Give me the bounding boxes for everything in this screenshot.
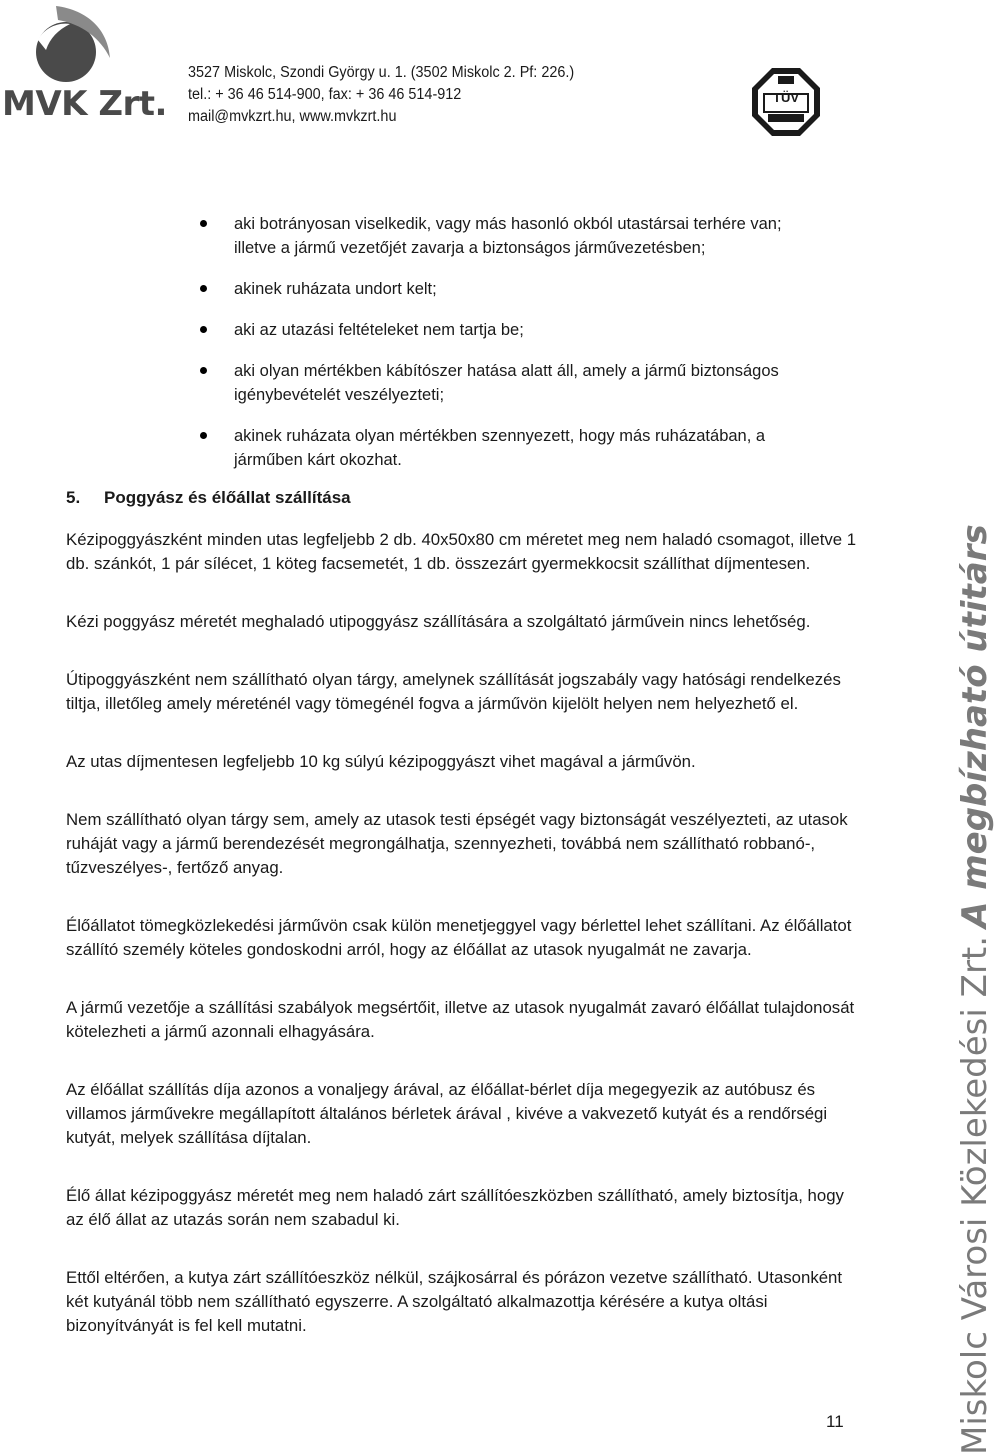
bullet-dot-icon	[200, 432, 207, 439]
bullet-dot-icon	[200, 326, 207, 333]
contact-address: 3527 Miskolc, Szondi György u. 1. (3502 Miskolc 2. Pf: 226.)	[188, 64, 575, 81]
paragraph	[66, 668, 892, 716]
contact-phone: tel.: + 36 46 514-900, fax: + 36 46 514-912	[188, 86, 462, 103]
sidebar-slogan: A megbízható útitárs	[955, 524, 995, 928]
list-item-text: aki olyan mértékben kábítószer hatása alatt áll, amely a jármű biztonságos	[234, 362, 779, 380]
paragraph-line: A jármű vezetője a szállítási szabályok megsértőit, illetve az utasok nyugalmát zavaró élőállat tulajdonosát	[66, 998, 855, 1017]
paragraph-line: Élőállatot tömegközlekedési járművön csak külön menetjeggyel vagy bérlettel lehet szállítani. Az élőállatot	[66, 916, 852, 935]
paragraph	[66, 1184, 892, 1232]
paragraph-line: Kézipoggyászként minden utas legfeljebb 2 db. 40x50x80 cm méretet meg nem haladó csomagot, illetve 1	[66, 530, 857, 549]
sidebar-company: Miskolc Városi Közlekedési Zrt.	[955, 935, 995, 1455]
tuv-label: TÜV	[773, 90, 799, 105]
paragraph-line: Nem szállítható olyan tárgy sem, amely az utasok testi épségét vagy biztonságát veszélyezteti, az utasok	[66, 810, 848, 829]
list-item	[198, 277, 838, 301]
bullet-dot-icon	[200, 367, 207, 374]
bullet-dot-icon	[200, 220, 207, 227]
list-item	[198, 212, 838, 260]
paragraph	[66, 750, 892, 774]
tuv-certification-badge	[750, 66, 822, 138]
logo-text: MVK Zrt.	[2, 84, 167, 124]
paragraph-line: Ettől eltérően, a kutya zárt szállítóeszköz nélkül, szájkosárral és pórázon vezetve szállítható. Utasonként	[66, 1268, 843, 1287]
list-item-text: aki az utazási feltételeket nem tartja be;	[234, 321, 524, 339]
list-item-text: illetve a jármű vezetőjét zavarja a biztonságos járművezetésben;	[234, 239, 706, 257]
paragraph-line: Élő állat kézipoggyász méretét meg nem haladó zárt szállítóeszközben szállítható, amely biztosítja, hogy	[66, 1186, 844, 1205]
paragraph-line: bizonyítványát is fel kell mutatni.	[66, 1316, 307, 1335]
paragraph	[66, 610, 892, 634]
list-item	[198, 359, 838, 407]
company-logo	[0, 0, 167, 130]
list-item-text: akinek ruházata undort kelt;	[234, 280, 437, 298]
bullet-dot-icon	[200, 285, 207, 292]
list-item-text: járműben kárt okozhat.	[234, 451, 402, 469]
contact-block	[188, 62, 574, 128]
paragraph-line: tiltja, illetőleg amely méreténél vagy tömegénél fogva a járművön kijelölt helyen nem helyezhető el.	[66, 694, 799, 713]
paragraph	[66, 528, 892, 576]
paragraph-line: villamos járművekre megállapított általános bérletek árával , kivéve a vakvezető kutyát és a rendőrségi	[66, 1104, 828, 1123]
paragraph	[66, 1266, 892, 1338]
list-item-text: akinek ruházata olyan mértékben szennyezett, hogy más ruházatában, a	[234, 427, 766, 445]
paragraph-line: kutyát, melyek szállítása díjtalan.	[66, 1128, 312, 1147]
paragraph-line: Útipoggyászként nem szállítható olyan tárgy, amelynek szállítását jogszabály vagy hatósági rendelkezés	[66, 670, 841, 689]
section-number: 5.	[66, 488, 81, 507]
paragraph-line: az élő állat az utazás során nem szabadul ki.	[66, 1210, 400, 1229]
paragraph-line: kötelezheti a jármű azonnali elhagyására.	[66, 1022, 375, 1041]
list-item	[198, 318, 838, 342]
paragraph-line: tűzveszélyes-, fertőző anyag.	[66, 858, 284, 877]
paragraph-line: db. szánkót, 1 pár sílécet, 1 köteg facsemetét, 1 db. összezárt gyermekkocsit szállíthat díjmentesen.	[66, 554, 811, 573]
paragraph-line: szállító személy köteles gondoskodni arról, hogy az élőállat az utasok nyugalmát ne zavarja.	[66, 940, 752, 959]
logo-mark-icon	[18, 4, 114, 86]
paragraph	[66, 1078, 892, 1150]
paragraph	[66, 996, 892, 1044]
contact-email-web: mail@mvkzrt.hu, www.mvkzrt.hu	[188, 108, 397, 125]
section-heading	[66, 488, 351, 508]
list-item-text: aki botrányosan viselkedik, vagy más hasonló okból utastársai terhére van;	[234, 215, 782, 233]
sidebar-branding	[955, 524, 995, 1455]
paragraph-line: ruháját vagy a jármű berendezését megrongálhatja, szennyezheti, továbbá nem szállítható robbanó-,	[66, 834, 816, 853]
paragraph	[66, 914, 892, 962]
list-item	[198, 424, 838, 472]
bullet-list	[198, 212, 838, 472]
list-item-text: igénybevételét veszélyezteti;	[234, 386, 445, 404]
paragraph-line: Az élőállat szállítás díja azonos a vonaljegy árával, az élőállat-bérlet díja megegyezik az autóbusz és	[66, 1080, 816, 1099]
section-title: Poggyász és élőállat szállítása	[104, 488, 351, 507]
paragraph	[66, 808, 892, 880]
paragraph-line: két kutyánál több nem szállítható egyszerre. A szolgáltató alkalmazottja kérésére a kutya oltási	[66, 1292, 768, 1311]
paragraph-line: Kézi poggyász méretét meghaladó utipoggyász szállítására a szolgáltató járművein nincs lehetőség.	[66, 612, 811, 631]
paragraph-line: Az utas díjmentesen legfeljebb 10 kg súlyú kézipoggyászt vihet magával a járművön.	[66, 752, 696, 771]
body-text	[66, 528, 892, 1372]
page-number: 11	[826, 1412, 844, 1431]
